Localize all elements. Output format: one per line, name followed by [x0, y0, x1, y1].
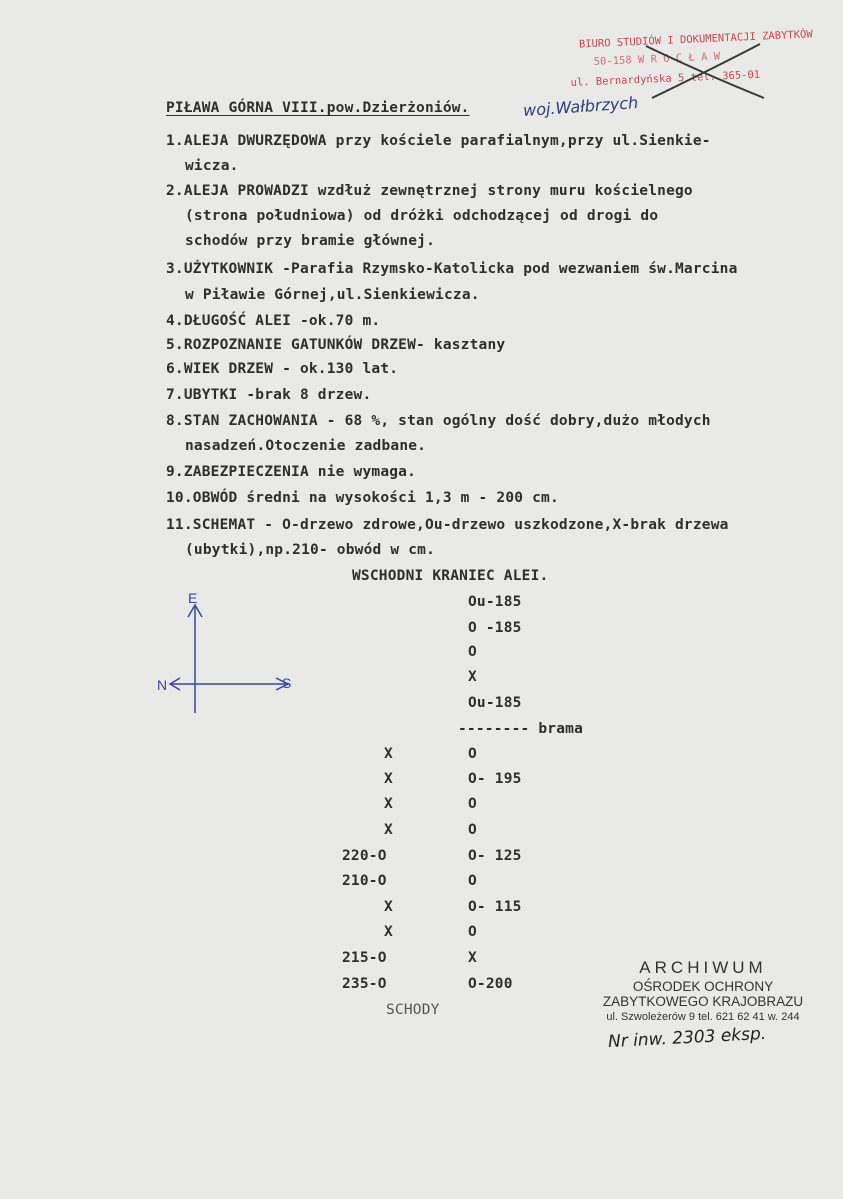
item-7: 7.UBYTKI -brak 8 drzew.	[166, 387, 372, 403]
compass-arrows	[150, 585, 300, 720]
tree-marker-right: O- 115	[468, 899, 522, 915]
item-11-line-1: 11.SCHEMAT - O-drzewo zdrowe,Ou-drzewo uszkodzone,X-brak drzewa	[166, 517, 729, 533]
gate-line: -------- brama	[458, 721, 584, 737]
tree-marker-right: X	[468, 950, 477, 966]
archive-line-1: ARCHIWUM	[639, 958, 767, 977]
tree-marker: O	[468, 644, 477, 660]
item-2-line-1: 2.ALEJA PROWADZI wzdłuż zewnętrznej strony muru kościelnego	[166, 183, 693, 199]
compass-north: N	[157, 677, 168, 693]
item-2-line-3: schodów przy bramie głównej.	[185, 233, 436, 249]
archive-line-2: OŚRODEK OCHRONY	[632, 979, 774, 994]
handwritten-voivodeship: woj.Wałbrzych	[522, 93, 639, 120]
tree-marker-right: O	[468, 796, 477, 812]
tree-marker-left: X	[384, 924, 393, 940]
item-10: 10.OBWÓD średni na wysokości 1,3 m - 200 cm.	[166, 490, 559, 506]
tree-marker: Ou-185	[468, 594, 522, 610]
tree-marker: O -185	[468, 620, 522, 636]
item-8-line-2: nasadzeń.Otoczenie zadbane.	[185, 438, 427, 454]
stamp-line-3: ul. Bernardyńska 5 tel. 365-01	[570, 68, 761, 89]
document-title: PIŁAWA GÓRNA VIII.pow.Dzierżoniów.	[166, 100, 470, 116]
tree-marker: X	[468, 669, 477, 685]
tree-marker-right: O- 195	[468, 771, 522, 787]
tree-marker-right: O	[468, 822, 477, 838]
tree-marker-right: O-200	[468, 976, 513, 992]
tree-marker-left: X	[384, 822, 393, 838]
item-1-line-1: 1.ALEJA DWURZĘDOWA przy kościele parafialnym,przy ul.Sienkie-	[166, 133, 711, 149]
tree-marker-left: 215-O	[342, 950, 387, 966]
tree-marker-left: 210-O	[342, 873, 387, 889]
compass-east: E	[188, 590, 198, 606]
archive-line-4: ul. Szwoleżerów 9 tel. 621 62 41 w. 244	[606, 1011, 800, 1023]
stamp-line-2: 50-158 W R O C Ł A W	[593, 50, 721, 68]
tree-marker-left: X	[384, 746, 393, 762]
item-5: 5.ROZPOZNANIE GATUNKÓW DRZEW- kasztany	[166, 337, 506, 353]
tree-marker-right: O- 125	[468, 848, 522, 864]
tree-marker-left: 235-O	[342, 976, 387, 992]
schema-footer: SCHODY	[386, 1002, 440, 1018]
stamp-cross-mark	[640, 40, 770, 102]
item-4: 4.DŁUGOŚĆ ALEI -ok.70 m.	[166, 313, 381, 329]
tree-marker-right: O	[468, 873, 477, 889]
archive-line-3: ZABYTKOWEGO KRAJOBRAZU	[602, 994, 804, 1009]
item-6: 6.WIEK DRZEW - ok.130 lat.	[166, 361, 399, 377]
schema-heading: WSCHODNI KRANIEC ALEI.	[352, 568, 549, 584]
item-9: 9.ZABEZPIECZENIA nie wymaga.	[166, 464, 417, 480]
archive-stamp	[596, 958, 810, 1023]
tree-marker-right: O	[468, 924, 477, 940]
item-3-line-1: 3.UŻYTKOWNIK -Parafia Rzymsko-Katolicka pod wezwaniem św.Marcina	[166, 261, 738, 277]
inventory-number: Nr inw. 2303 eksp.	[607, 1023, 767, 1053]
item-1-line-2: wicza.	[185, 158, 239, 174]
stamp-line-1: BIURO STUDIÓW I DOKUMENTACJI ZABYTKÓW	[578, 28, 813, 51]
tree-marker-left: X	[384, 796, 393, 812]
tree-marker-right: O	[468, 746, 477, 762]
item-8-line-1: 8.STAN ZACHOWANIA - 68 %, stan ogólny dość dobry,dużo młodych	[166, 413, 711, 429]
tree-marker-left: X	[384, 771, 393, 787]
item-11-line-2: (ubytki),np.210- obwód w cm.	[185, 542, 436, 558]
compass-south: S	[282, 675, 292, 691]
tree-marker-left: 220-O	[342, 848, 387, 864]
tree-marker-left: X	[384, 899, 393, 915]
item-3-line-2: w Piławie Górnej,ul.Sienkiewicza.	[185, 287, 480, 303]
item-2-line-2: (strona południowa) od dróżki odchodzącej od drogi do	[185, 208, 659, 224]
tree-marker: Ou-185	[468, 695, 522, 711]
